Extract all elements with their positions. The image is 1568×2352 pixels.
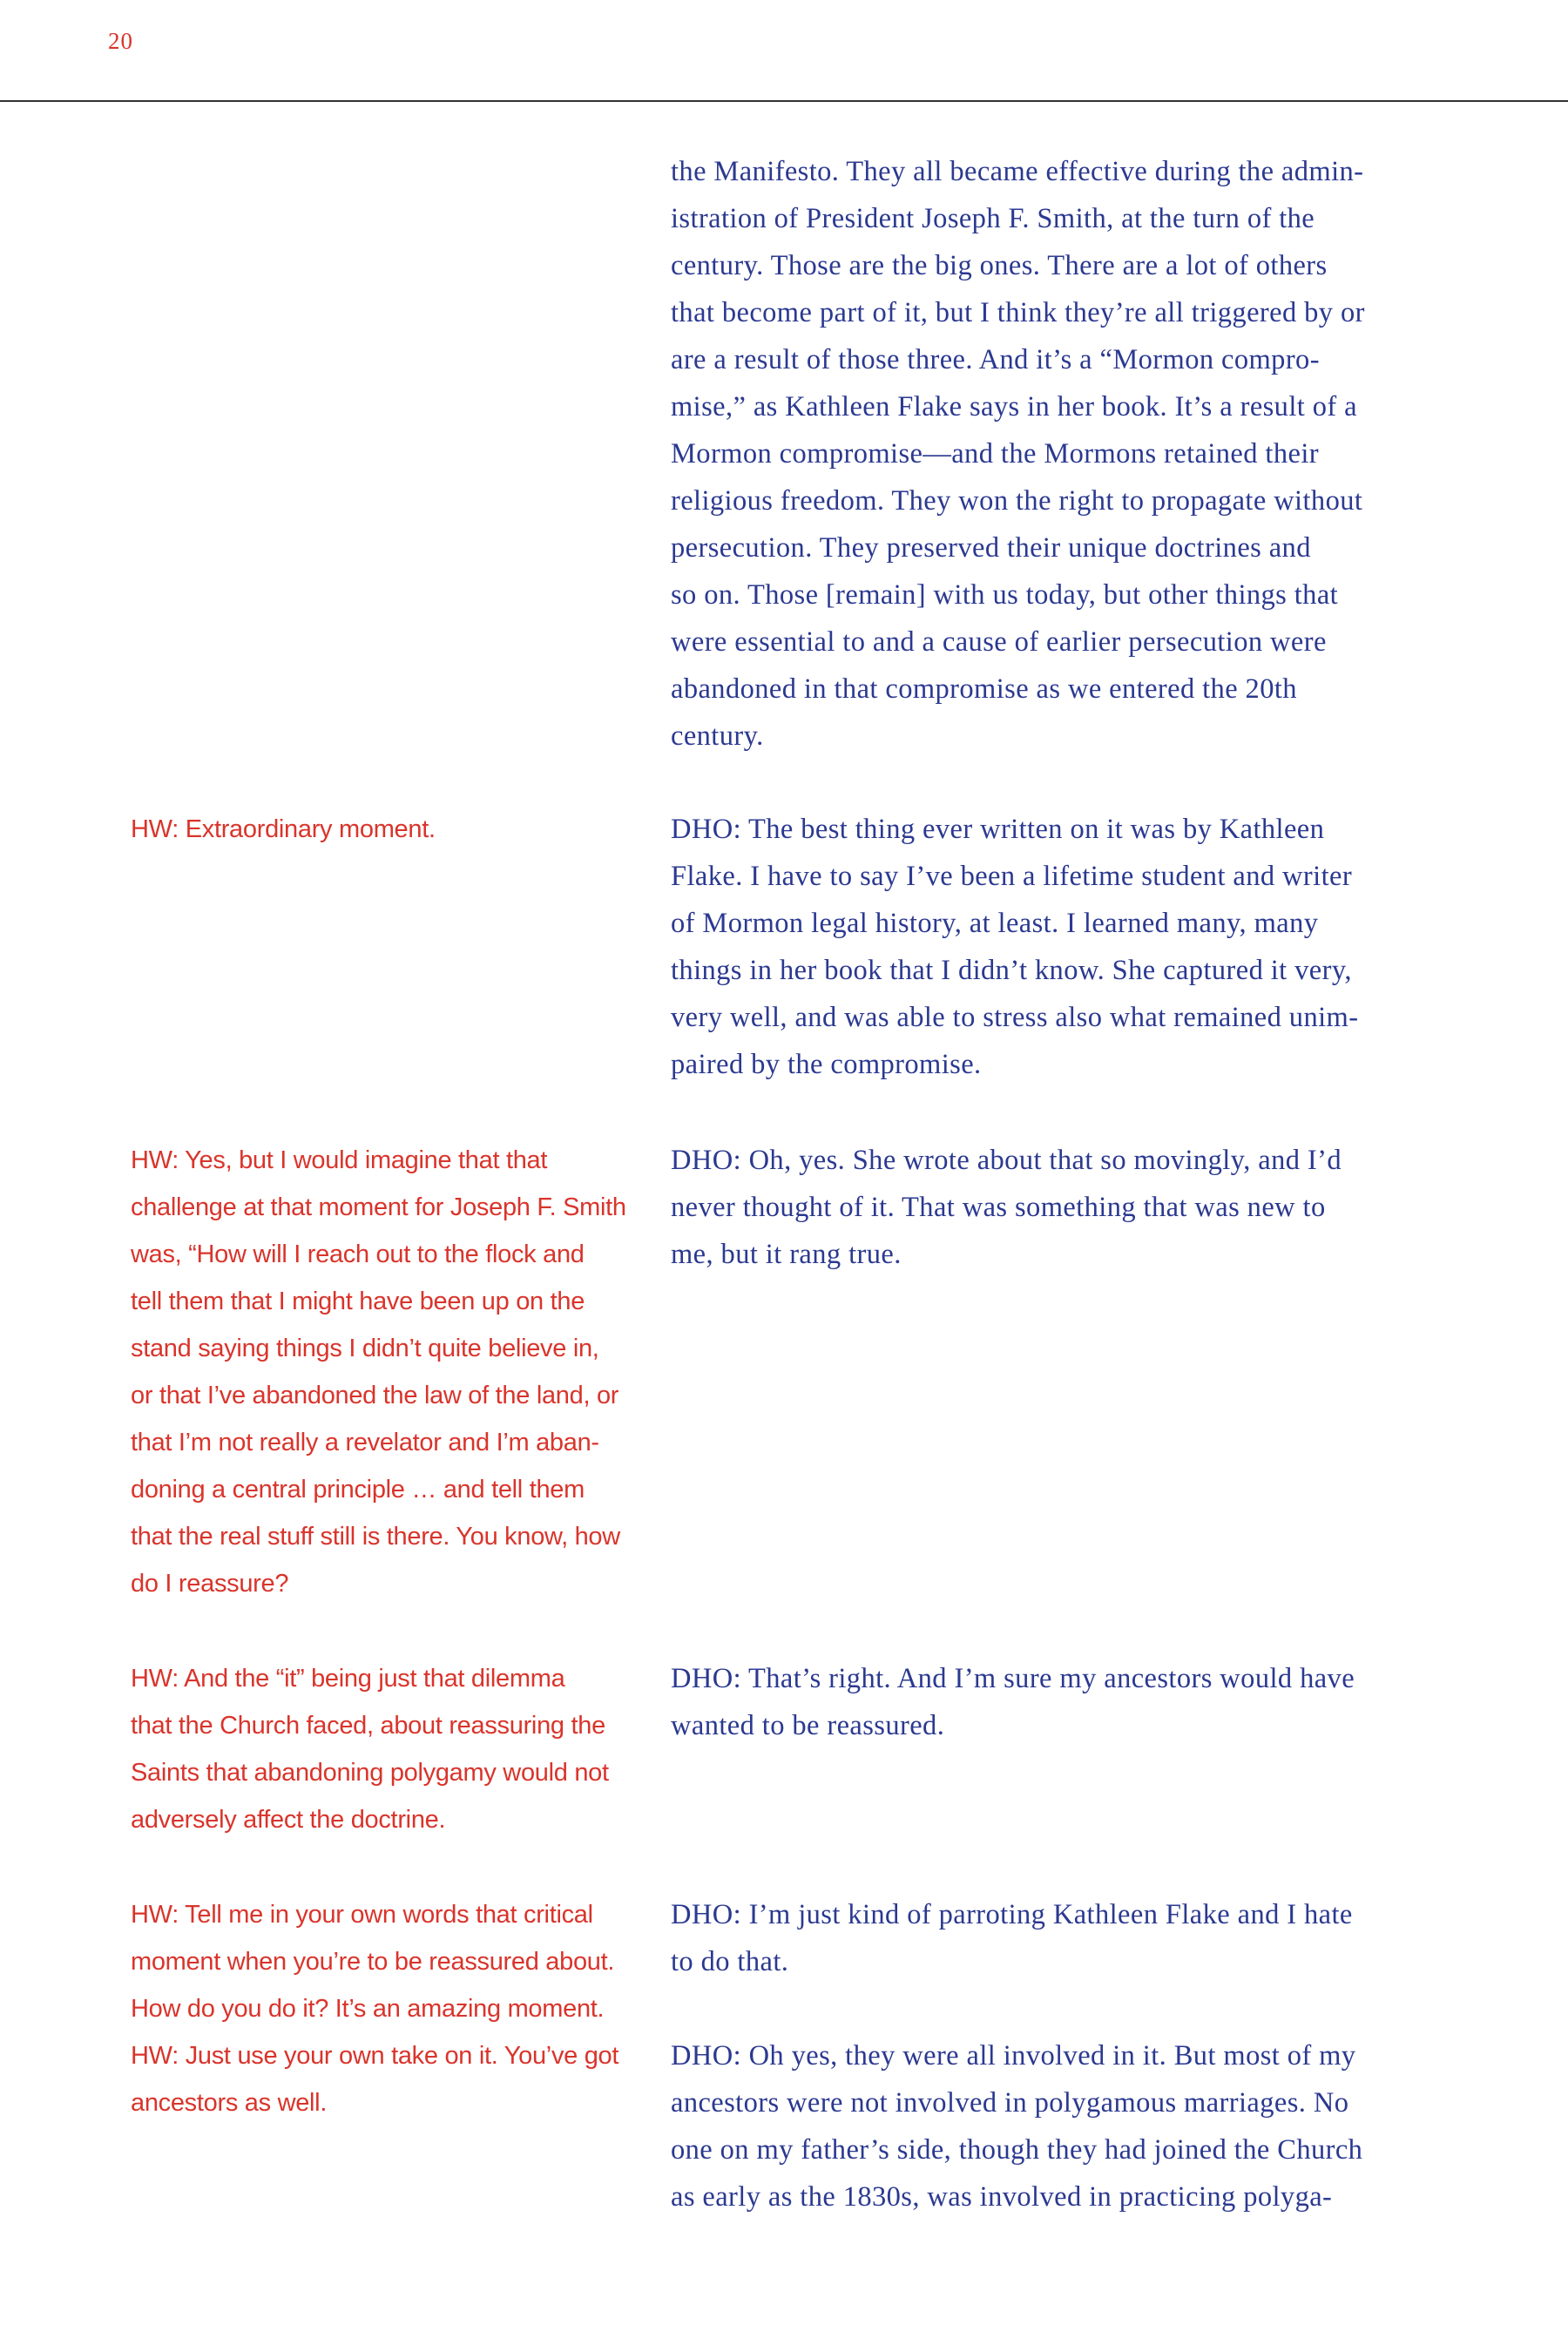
answer-continued: the Manifesto. They all became effective during the admin- istration of President Joseph F. Smith, at the turn of the century. Those are the big ones. There are a lot of others that become part of it, but I think they’re all triggered by or are a result of those three. And it’s a “Mormon compro- mise,” as Kathleen Flake says in her book. It’s a result of a Mormon compromise—and the Mormons retained their religious freedom. They won the right to propagate without persecution. They preserved their unique doctrines and so on. Those [remain] with us today, but other things that were essential to and a cause of earlier persecution were abandoned in that compromise as we entered the 20th century.: [671, 156, 1365, 752]
question-2: HW: Yes, but I would imagine that that challenge at that moment for Joseph F. Smith was, “How will I reach out to the flock and tell them that I might have been up on the stand saying things I didn’t quite believe in, or that I’ve abandoned the law of the land, or that I’m not really a revelator and I’m aban- doning a central principle … and tell them that the real stuff still is there. You know, how do I reassure?: [131, 1146, 626, 1598]
answer-5: DHO: Oh yes, they were all involved in it. But most of my ancestors were not involved in polygamous marriages. No one on my father’s side, though they had joined the Church as early as the 1830s, was involved in practicing polyga-: [671, 2040, 1363, 2213]
question-4: HW: Tell me in your own words that critical moment when you’re to be reassured about. How do you do it? It’s an amazing moment.: [131, 1901, 615, 2023]
answer-4: DHO: I’m just kind of parroting Kathleen Flake and I hate to do that.: [671, 1899, 1353, 1977]
question-5: HW: Just use your own take on it. You’ve got ancestors as well.: [131, 2042, 619, 2117]
answer-3: DHO: That’s right. And I’m sure my ancestors would have wanted to be reassured.: [671, 1663, 1355, 1741]
page-number: 20: [108, 28, 133, 54]
question-3: HW: And the “it” being just that dilemma that the Church faced, about reassuring the Saints that abandoning polygamy would not adversely affect the doctrine.: [131, 1665, 609, 1834]
answer-1: DHO: The best thing ever written on it was by Kathleen Flake. I have to say I’ve been a lifetime student and writer of Mormon legal history, at least. I learned many, many things in her book that I didn’t know. She captured it very, very well, and was able to stress also what remained unim- paired by the compromise.: [671, 814, 1359, 1080]
question-1: HW: Extraordinary moment.: [131, 815, 436, 843]
header-rule: [0, 100, 1568, 102]
answer-2: DHO: Oh, yes. She wrote about that so movingly, and I’d never thought of it. That was something that was new to me, but it rang true.: [671, 1145, 1342, 1270]
